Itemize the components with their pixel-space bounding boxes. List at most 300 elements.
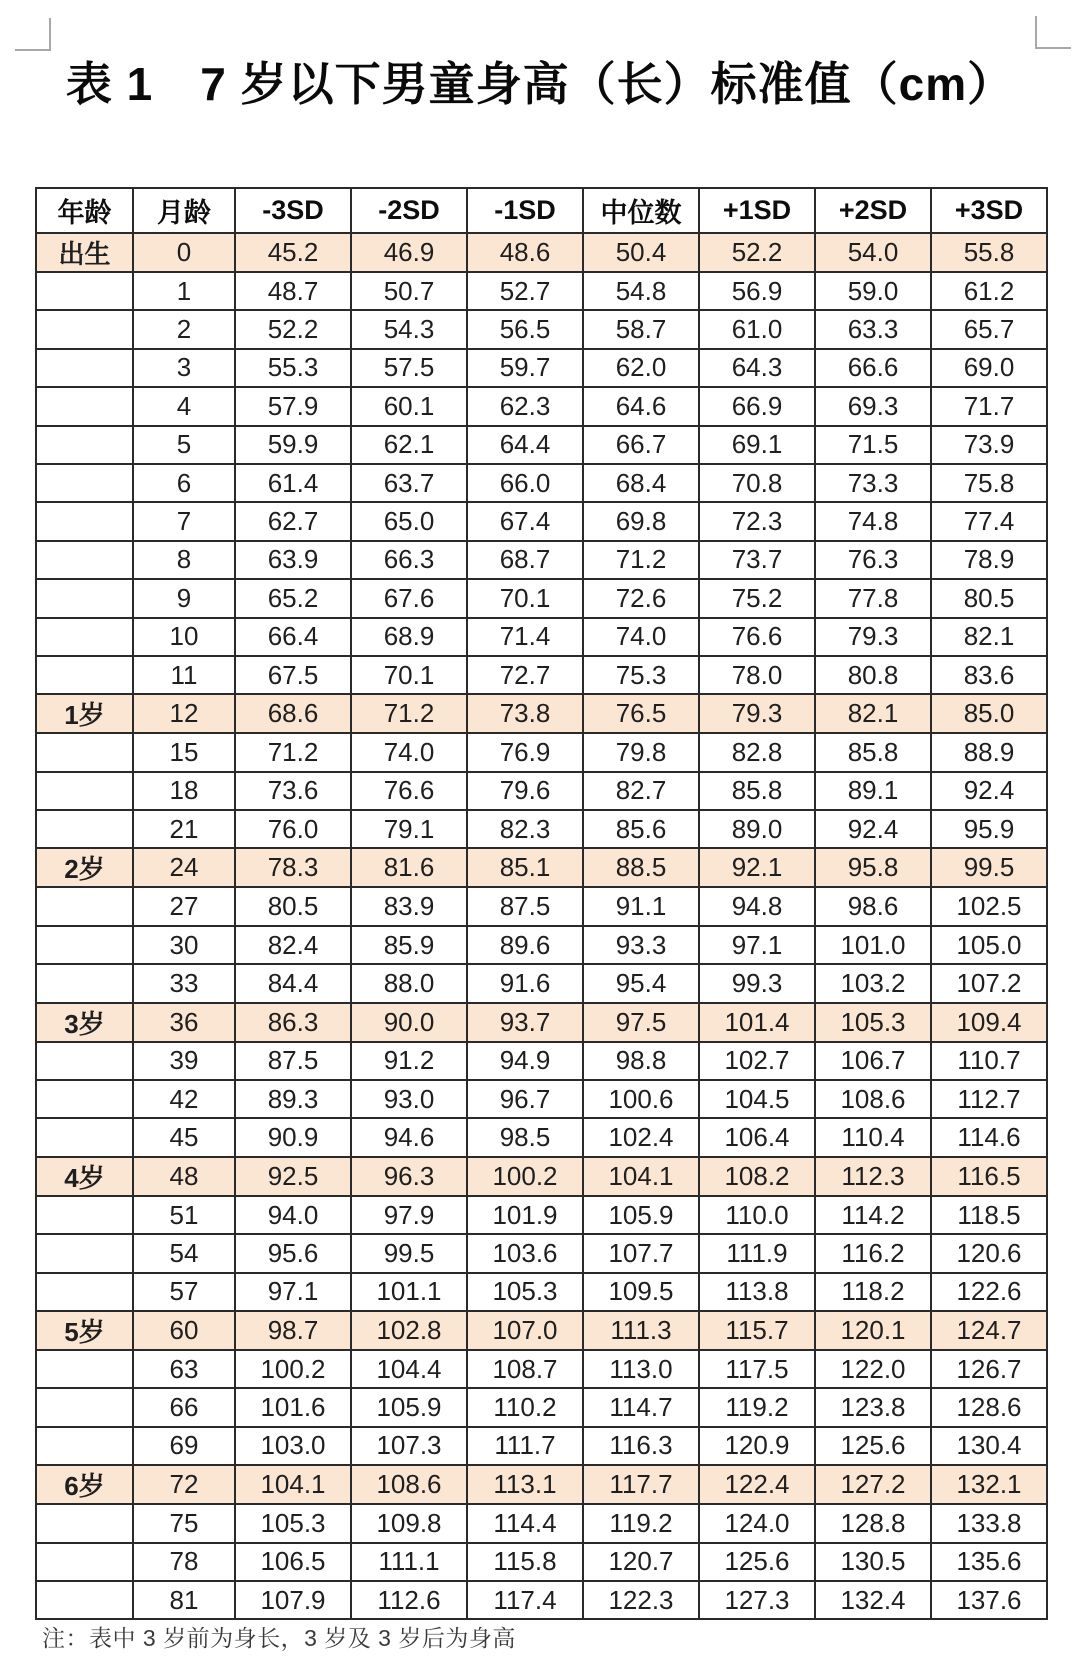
table-row	[36, 1157, 1047, 1196]
value-cell: 94.9	[467, 1042, 583, 1080]
age-cell	[36, 887, 133, 925]
value-cell: 132.1	[931, 1465, 1047, 1504]
column-header: -1SD	[467, 188, 583, 233]
value-cell: 79.6	[467, 772, 583, 810]
value-cell: 60.1	[351, 387, 467, 425]
table-row	[36, 1543, 1047, 1581]
age-cell	[36, 1118, 133, 1156]
value-cell: 108.2	[699, 1157, 815, 1196]
month-cell: 10	[133, 618, 235, 656]
value-cell: 61.4	[235, 464, 351, 502]
age-cell: 4岁	[36, 1157, 133, 1196]
table-body	[36, 233, 1047, 1619]
value-cell: 66.6	[815, 349, 931, 387]
table-row	[36, 310, 1047, 348]
value-cell: 85.8	[699, 772, 815, 810]
value-cell: 56.9	[699, 272, 815, 310]
value-cell: 63.9	[235, 541, 351, 579]
value-cell: 73.7	[699, 541, 815, 579]
age-cell	[36, 1234, 133, 1272]
value-cell: 97.5	[583, 1003, 699, 1042]
month-cell: 45	[133, 1118, 235, 1156]
value-cell: 110.0	[699, 1196, 815, 1234]
value-cell: 83.9	[351, 887, 467, 925]
value-cell: 122.0	[815, 1350, 931, 1388]
age-cell	[36, 1350, 133, 1388]
value-cell: 98.8	[583, 1042, 699, 1080]
month-cell: 6	[133, 464, 235, 502]
value-cell: 84.4	[235, 964, 351, 1002]
value-cell: 93.3	[583, 926, 699, 964]
value-cell: 103.6	[467, 1234, 583, 1272]
table-row	[36, 1003, 1047, 1042]
table-row	[36, 1080, 1047, 1118]
value-cell: 107.7	[583, 1234, 699, 1272]
value-cell: 76.3	[815, 541, 931, 579]
value-cell: 45.2	[235, 233, 351, 272]
month-cell: 54	[133, 1234, 235, 1272]
value-cell: 105.3	[467, 1273, 583, 1311]
value-cell: 107.3	[351, 1427, 467, 1465]
month-cell: 1	[133, 272, 235, 310]
value-cell: 130.5	[815, 1543, 931, 1581]
height-standards-table	[35, 187, 1048, 1620]
value-cell: 108.7	[467, 1350, 583, 1388]
value-cell: 52.2	[235, 310, 351, 348]
value-cell: 101.9	[467, 1196, 583, 1234]
value-cell: 122.3	[583, 1581, 699, 1619]
value-cell: 55.3	[235, 349, 351, 387]
month-cell: 33	[133, 964, 235, 1002]
value-cell: 99.5	[351, 1234, 467, 1272]
value-cell: 118.2	[815, 1273, 931, 1311]
table-row	[36, 541, 1047, 579]
table-row	[36, 579, 1047, 617]
age-cell	[36, 1504, 133, 1542]
value-cell: 98.5	[467, 1118, 583, 1156]
table-row	[36, 1311, 1047, 1350]
value-cell: 69.8	[583, 502, 699, 540]
value-cell: 105.9	[351, 1388, 467, 1426]
value-cell: 113.0	[583, 1350, 699, 1388]
value-cell: 88.9	[931, 733, 1047, 771]
table-row	[36, 387, 1047, 425]
value-cell: 58.7	[583, 310, 699, 348]
value-cell: 103.2	[815, 964, 931, 1002]
value-cell: 80.5	[931, 579, 1047, 617]
value-cell: 54.8	[583, 272, 699, 310]
value-cell: 78.0	[699, 656, 815, 694]
value-cell: 56.5	[467, 310, 583, 348]
age-cell	[36, 1581, 133, 1619]
value-cell: 87.5	[235, 1042, 351, 1080]
month-cell: 51	[133, 1196, 235, 1234]
value-cell: 66.3	[351, 541, 467, 579]
age-cell	[36, 1196, 133, 1234]
value-cell: 95.4	[583, 964, 699, 1002]
value-cell: 100.6	[583, 1080, 699, 1118]
value-cell: 112.6	[351, 1581, 467, 1619]
value-cell: 128.6	[931, 1388, 1047, 1426]
value-cell: 57.9	[235, 387, 351, 425]
value-cell: 110.4	[815, 1118, 931, 1156]
age-cell	[36, 1042, 133, 1080]
month-cell: 60	[133, 1311, 235, 1350]
month-cell: 39	[133, 1042, 235, 1080]
value-cell: 72.6	[583, 579, 699, 617]
value-cell: 105.3	[235, 1504, 351, 1542]
value-cell: 111.1	[351, 1543, 467, 1581]
table-row	[36, 1350, 1047, 1388]
column-header: -3SD	[235, 188, 351, 233]
table-row	[36, 1388, 1047, 1426]
value-cell: 59.0	[815, 272, 931, 310]
value-cell: 101.1	[351, 1273, 467, 1311]
value-cell: 111.9	[699, 1234, 815, 1272]
value-cell: 114.2	[815, 1196, 931, 1234]
value-cell: 65.2	[235, 579, 351, 617]
age-cell	[36, 272, 133, 310]
value-cell: 132.4	[815, 1581, 931, 1619]
value-cell: 69.0	[931, 349, 1047, 387]
age-cell	[36, 656, 133, 694]
value-cell: 61.0	[699, 310, 815, 348]
value-cell: 124.0	[699, 1504, 815, 1542]
value-cell: 75.2	[699, 579, 815, 617]
age-cell	[36, 426, 133, 464]
value-cell: 105.0	[931, 926, 1047, 964]
month-cell: 2	[133, 310, 235, 348]
value-cell: 82.1	[815, 694, 931, 733]
value-cell: 94.8	[699, 887, 815, 925]
value-cell: 106.7	[815, 1042, 931, 1080]
value-cell: 102.4	[583, 1118, 699, 1156]
value-cell: 89.3	[235, 1080, 351, 1118]
month-cell: 3	[133, 349, 235, 387]
value-cell: 92.5	[235, 1157, 351, 1196]
month-cell: 7	[133, 502, 235, 540]
value-cell: 100.2	[467, 1157, 583, 1196]
value-cell: 92.4	[931, 772, 1047, 810]
value-cell: 85.8	[815, 733, 931, 771]
value-cell: 94.0	[235, 1196, 351, 1234]
value-cell: 109.4	[931, 1003, 1047, 1042]
value-cell: 120.1	[815, 1311, 931, 1350]
value-cell: 127.3	[699, 1581, 815, 1619]
value-cell: 82.7	[583, 772, 699, 810]
value-cell: 73.3	[815, 464, 931, 502]
value-cell: 87.5	[467, 887, 583, 925]
value-cell: 92.1	[699, 848, 815, 887]
age-cell	[36, 349, 133, 387]
value-cell: 76.5	[583, 694, 699, 733]
value-cell: 109.8	[351, 1504, 467, 1542]
table-row	[36, 1042, 1047, 1080]
value-cell: 98.6	[815, 887, 931, 925]
value-cell: 63.3	[815, 310, 931, 348]
value-cell: 127.2	[815, 1465, 931, 1504]
value-cell: 86.3	[235, 1003, 351, 1042]
value-cell: 93.7	[467, 1003, 583, 1042]
value-cell: 68.4	[583, 464, 699, 502]
age-cell: 2岁	[36, 848, 133, 887]
value-cell: 62.1	[351, 426, 467, 464]
month-cell: 63	[133, 1350, 235, 1388]
value-cell: 75.3	[583, 656, 699, 694]
value-cell: 113.8	[699, 1273, 815, 1311]
value-cell: 46.9	[351, 233, 467, 272]
value-cell: 92.4	[815, 810, 931, 848]
value-cell: 108.6	[351, 1465, 467, 1504]
age-cell: 6岁	[36, 1465, 133, 1504]
value-cell: 102.8	[351, 1311, 467, 1350]
value-cell: 66.7	[583, 426, 699, 464]
age-cell	[36, 502, 133, 540]
age-cell	[36, 926, 133, 964]
value-cell: 82.8	[699, 733, 815, 771]
value-cell: 119.2	[583, 1504, 699, 1542]
age-cell	[36, 810, 133, 848]
value-cell: 71.2	[583, 541, 699, 579]
value-cell: 107.0	[467, 1311, 583, 1350]
value-cell: 137.6	[931, 1581, 1047, 1619]
value-cell: 71.2	[235, 733, 351, 771]
value-cell: 104.4	[351, 1350, 467, 1388]
value-cell: 65.7	[931, 310, 1047, 348]
age-cell: 出生	[36, 233, 133, 272]
value-cell: 108.6	[815, 1080, 931, 1118]
value-cell: 111.7	[467, 1427, 583, 1465]
value-cell: 57.5	[351, 349, 467, 387]
value-cell: 96.3	[351, 1157, 467, 1196]
value-cell: 114.7	[583, 1388, 699, 1426]
month-cell: 57	[133, 1273, 235, 1311]
value-cell: 88.0	[351, 964, 467, 1002]
value-cell: 48.7	[235, 272, 351, 310]
age-cell	[36, 310, 133, 348]
table-row	[36, 694, 1047, 733]
value-cell: 72.3	[699, 502, 815, 540]
month-cell: 66	[133, 1388, 235, 1426]
value-cell: 75.8	[931, 464, 1047, 502]
column-header: +1SD	[699, 188, 815, 233]
age-cell	[36, 387, 133, 425]
value-cell: 89.0	[699, 810, 815, 848]
value-cell: 130.4	[931, 1427, 1047, 1465]
value-cell: 50.7	[351, 272, 467, 310]
value-cell: 117.5	[699, 1350, 815, 1388]
value-cell: 54.0	[815, 233, 931, 272]
month-cell: 8	[133, 541, 235, 579]
age-cell	[36, 1080, 133, 1118]
column-header: +3SD	[931, 188, 1047, 233]
value-cell: 91.1	[583, 887, 699, 925]
value-cell: 105.3	[815, 1003, 931, 1042]
month-cell: 81	[133, 1581, 235, 1619]
value-cell: 66.0	[467, 464, 583, 502]
value-cell: 88.5	[583, 848, 699, 887]
value-cell: 64.3	[699, 349, 815, 387]
page-corner-mark-top-left	[15, 18, 51, 51]
value-cell: 102.7	[699, 1042, 815, 1080]
value-cell: 74.0	[351, 733, 467, 771]
month-cell: 48	[133, 1157, 235, 1196]
value-cell: 79.8	[583, 733, 699, 771]
value-cell: 68.7	[467, 541, 583, 579]
value-cell: 70.8	[699, 464, 815, 502]
value-cell: 125.6	[815, 1427, 931, 1465]
value-cell: 120.9	[699, 1427, 815, 1465]
value-cell: 76.0	[235, 810, 351, 848]
value-cell: 105.9	[583, 1196, 699, 1234]
month-cell: 42	[133, 1080, 235, 1118]
value-cell: 62.3	[467, 387, 583, 425]
value-cell: 97.1	[235, 1273, 351, 1311]
value-cell: 67.6	[351, 579, 467, 617]
age-cell	[36, 1388, 133, 1426]
value-cell: 106.5	[235, 1543, 351, 1581]
value-cell: 98.7	[235, 1311, 351, 1350]
value-cell: 64.6	[583, 387, 699, 425]
table-row	[36, 233, 1047, 272]
page-corner-mark-top-right	[1035, 16, 1071, 49]
value-cell: 82.1	[931, 618, 1047, 656]
value-cell: 120.6	[931, 1234, 1047, 1272]
month-cell: 9	[133, 579, 235, 617]
value-cell: 101.0	[815, 926, 931, 964]
month-cell: 30	[133, 926, 235, 964]
column-header: 月龄	[133, 188, 235, 233]
month-cell: 78	[133, 1543, 235, 1581]
month-cell: 75	[133, 1504, 235, 1542]
value-cell: 103.0	[235, 1427, 351, 1465]
value-cell: 77.8	[815, 579, 931, 617]
value-cell: 81.6	[351, 848, 467, 887]
value-cell: 115.8	[467, 1543, 583, 1581]
age-cell	[36, 541, 133, 579]
table-row	[36, 656, 1047, 694]
month-cell: 15	[133, 733, 235, 771]
month-cell: 36	[133, 1003, 235, 1042]
table-row	[36, 272, 1047, 310]
value-cell: 55.8	[931, 233, 1047, 272]
month-cell: 5	[133, 426, 235, 464]
age-cell	[36, 1543, 133, 1581]
age-cell	[36, 579, 133, 617]
value-cell: 67.5	[235, 656, 351, 694]
value-cell: 124.7	[931, 1311, 1047, 1350]
value-cell: 117.7	[583, 1465, 699, 1504]
value-cell: 90.9	[235, 1118, 351, 1156]
value-cell: 114.6	[931, 1118, 1047, 1156]
table-row	[36, 964, 1047, 1002]
value-cell: 72.7	[467, 656, 583, 694]
table-row	[36, 1196, 1047, 1234]
value-cell: 61.2	[931, 272, 1047, 310]
value-cell: 114.4	[467, 1504, 583, 1542]
value-cell: 101.4	[699, 1003, 815, 1042]
value-cell: 78.3	[235, 848, 351, 887]
table-row	[36, 349, 1047, 387]
month-cell: 18	[133, 772, 235, 810]
value-cell: 122.6	[931, 1273, 1047, 1311]
value-cell: 90.0	[351, 1003, 467, 1042]
value-cell: 77.4	[931, 502, 1047, 540]
value-cell: 133.8	[931, 1504, 1047, 1542]
value-cell: 83.6	[931, 656, 1047, 694]
age-cell: 5岁	[36, 1311, 133, 1350]
age-cell	[36, 1427, 133, 1465]
value-cell: 66.4	[235, 618, 351, 656]
month-cell: 72	[133, 1465, 235, 1504]
value-cell: 85.0	[931, 694, 1047, 733]
value-cell: 111.3	[583, 1311, 699, 1350]
table-row	[36, 887, 1047, 925]
value-cell: 104.5	[699, 1080, 815, 1118]
column-header: -2SD	[351, 188, 467, 233]
value-cell: 104.1	[235, 1465, 351, 1504]
age-cell	[36, 772, 133, 810]
value-cell: 85.6	[583, 810, 699, 848]
table-row	[36, 1581, 1047, 1619]
value-cell: 70.1	[351, 656, 467, 694]
table-row	[36, 733, 1047, 771]
value-cell: 82.4	[235, 926, 351, 964]
value-cell: 116.2	[815, 1234, 931, 1272]
month-cell: 12	[133, 694, 235, 733]
value-cell: 125.6	[699, 1543, 815, 1581]
value-cell: 106.4	[699, 1118, 815, 1156]
value-cell: 100.2	[235, 1350, 351, 1388]
value-cell: 118.5	[931, 1196, 1047, 1234]
value-cell: 119.2	[699, 1388, 815, 1426]
value-cell: 80.5	[235, 887, 351, 925]
value-cell: 76.6	[699, 618, 815, 656]
value-cell: 82.3	[467, 810, 583, 848]
month-cell: 4	[133, 387, 235, 425]
value-cell: 97.1	[699, 926, 815, 964]
value-cell: 116.5	[931, 1157, 1047, 1196]
age-cell: 1岁	[36, 694, 133, 733]
value-cell: 65.0	[351, 502, 467, 540]
column-header: 年龄	[36, 188, 133, 233]
value-cell: 50.4	[583, 233, 699, 272]
value-cell: 54.3	[351, 310, 467, 348]
table-title: 表 1 7 岁以下男童身高（长）标准值（cm）	[65, 58, 1015, 110]
value-cell: 73.9	[931, 426, 1047, 464]
table-header	[36, 188, 1047, 233]
value-cell: 112.3	[815, 1157, 931, 1196]
value-cell: 120.7	[583, 1543, 699, 1581]
table-row	[36, 1504, 1047, 1542]
value-cell: 99.3	[699, 964, 815, 1002]
value-cell: 126.7	[931, 1350, 1047, 1388]
value-cell: 79.3	[699, 694, 815, 733]
table-row	[36, 464, 1047, 502]
age-cell	[36, 618, 133, 656]
value-cell: 91.2	[351, 1042, 467, 1080]
value-cell: 110.2	[467, 1388, 583, 1426]
value-cell: 64.4	[467, 426, 583, 464]
value-cell: 76.9	[467, 733, 583, 771]
table-row	[36, 848, 1047, 887]
age-cell	[36, 964, 133, 1002]
value-cell: 74.0	[583, 618, 699, 656]
value-cell: 101.6	[235, 1388, 351, 1426]
value-cell: 59.9	[235, 426, 351, 464]
value-cell: 73.8	[467, 694, 583, 733]
value-cell: 107.2	[931, 964, 1047, 1002]
